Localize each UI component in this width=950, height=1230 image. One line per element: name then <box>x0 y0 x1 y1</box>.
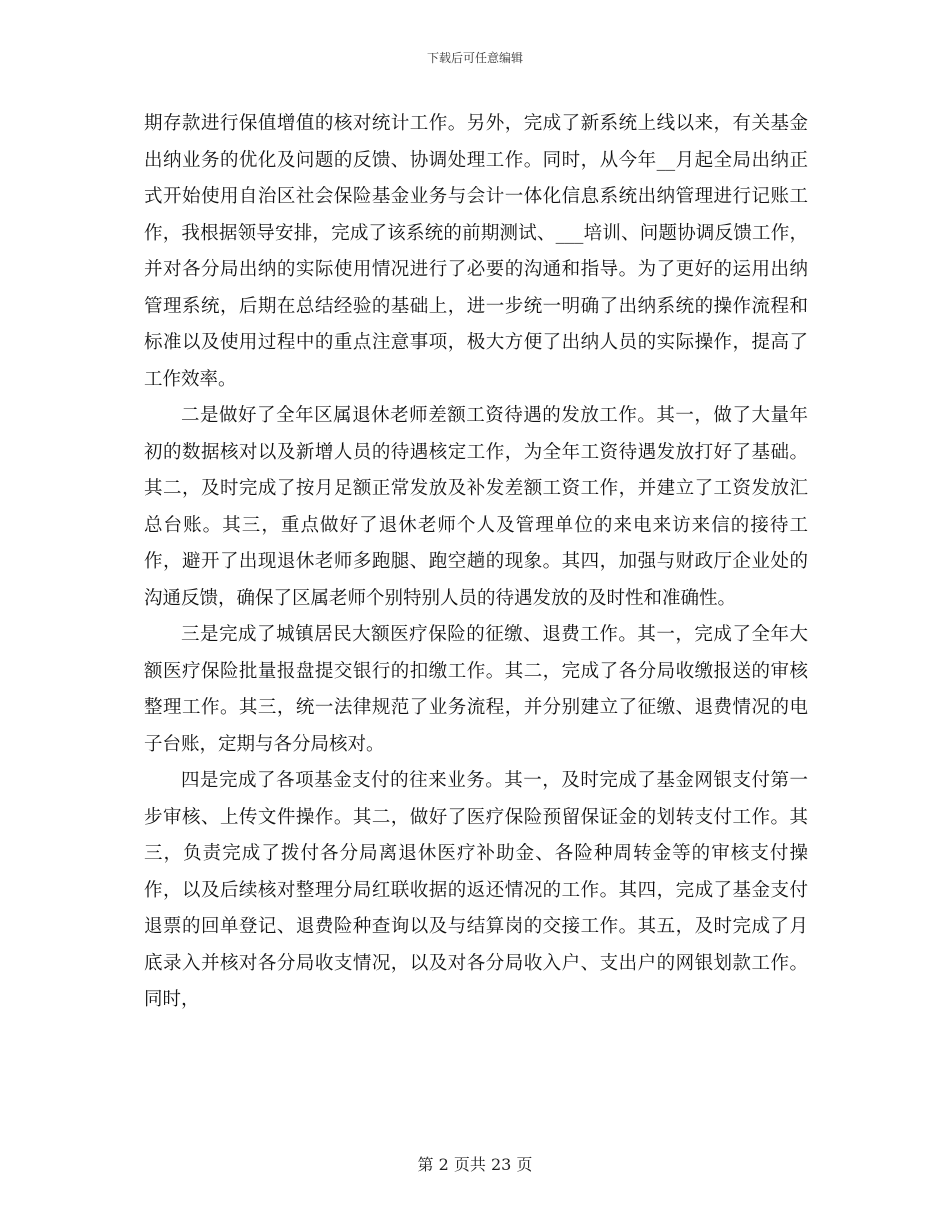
paragraph-3: 三是完成了城镇居民大额医疗保险的征缴、退费工作。其一，完成了全年大额医疗保险批量报盘提交银行的扣缴工作。其二，完成了各分局收缴报送的审核整理工作。其三，统一法律规范了业务流程，并分别建立了征缴、退费情况的电子台账，定期与各分局核对。 <box>144 624 808 755</box>
page-header: 下载后可任意编辑 <box>426 51 523 65</box>
paragraph-2: 二是做好了全年区属退休老师差额工资待遇的发放工作。其一，做了大量年初的数据核对以及新增人员的待遇核定工作，为全年工资待遇发放打好了基础。其二，及时完成了按月足额正常发放及补发差额工资工作，并建立了工资发放汇总台账。其三，重点做好了退休老师个人及管理单位的来电来访来信的接待工作，避开了出现退休老师多跑腿、跑空趟的现象。其四，加强与财政厅企业处的沟通反馈，确保了区属老师个别特别人员的待遇发放的及时性和准确性。 <box>144 405 808 609</box>
document-body <box>144 106 808 1019</box>
paragraph-4: 四是完成了各项基金支付的往来业务。其一，及时完成了基金网银支付第一步审核、上传文件操作。其二，做好了医疗保险预留保证金的划转支付工作。其三，负责完成了拨付各分局离退休医疗补助金、各险种周转金等的审核支付操作，以及后续核对整理分局红联收据的返还情况的工作。其四，完成了基金支付退票的回单登记、退费险种查询以及与结算岗的交接工作。其五，及时完成了月底录入并核对各分局收支情况，以及对各分局收入户、支出户的网银划款工作。同时， <box>144 770 808 1010</box>
paragraph-1: 期存款进行保值增值的核对统计工作。另外，完成了新系统上线以来，有关基金出纳业务的优化及问题的反馈、协调处理工作。同时，从今年__月起全局出纳正式开始使用自治区社会保险基金业务与会计一体化信息系统出纳管理进行记账工作，我根据领导安排，完成了该系统的前期测试、___培训、问题协调反馈工作，并对各分局出纳的实际使用情况进行了必要的沟通和指导。为了更好的运用出纳管理系统，后期在总结经验的基础上，进一步统一明确了出纳系统的操作流程和标准以及使用过程中的重点注意事项，极大方便了出纳人员的实际操作，提高了工作效率。 <box>144 113 808 390</box>
page-footer: 第 2 页共 23 页 <box>417 1155 533 1174</box>
